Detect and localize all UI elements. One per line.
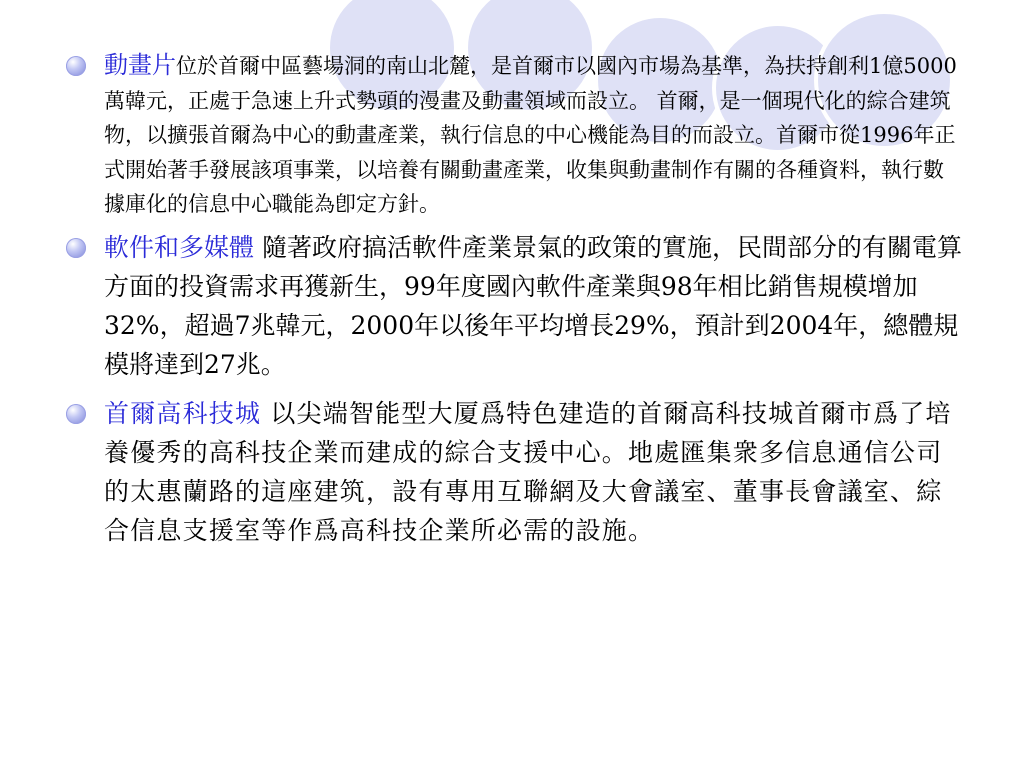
item-heading: 動畫片 — [104, 51, 176, 79]
bullet-circle-icon — [66, 404, 86, 424]
item-body: 位於首爾中區藝場洞的南山北麓，是首爾市以國內市場為基準，為扶持創利1億5000萬韓元，正處于急速上升式勢頭的漫畫及動畫領域而設立。 首爾，是一個現代化的綜合建筑物，以擴張首爾為中心的動畫產業，執行信息的中心機能為目的而設立。首爾市從1996年正式開始著手發展該項事業，以培養有關動畫產業，收集與動畫制作有關的各種資料，執行數據庫化的信息中心職能為卽定方針。 — [104, 54, 957, 216]
item-heading: 首爾高科技城 — [104, 398, 262, 428]
slide-content — [64, 48, 964, 550]
bullet-item-animation — [64, 48, 964, 222]
item-body: 以尖端智能型大厦爲特色建造的首爾高科技城首爾市爲了培養優秀的高科技企業而建成的綜合支援中心。地處匯集衆多信息通信公司的太惠蘭路的這座建筑，設有專用互聯網及大會議室、董事長會議室、綜合信息支援室等作爲高科技企業所必需的設施。 — [104, 398, 952, 545]
bullet-item-software — [64, 228, 964, 384]
bullet-circle-icon — [66, 56, 86, 76]
bullet-item-hightech-city — [64, 394, 964, 550]
item-heading: 軟件和多媒體 — [104, 232, 255, 262]
bullet-circle-icon — [66, 238, 86, 258]
item-body: 隨著政府搞活軟件產業景氣的政策的實施，民間部分的有關電算方面的投資需求再獲新生，99年度國內軟件產業與98年相比銷售規模增加32%，超過7兆韓元，2000年以後年平均增長29%，預計到2004年，總體規模將達到27兆。 — [104, 232, 962, 379]
